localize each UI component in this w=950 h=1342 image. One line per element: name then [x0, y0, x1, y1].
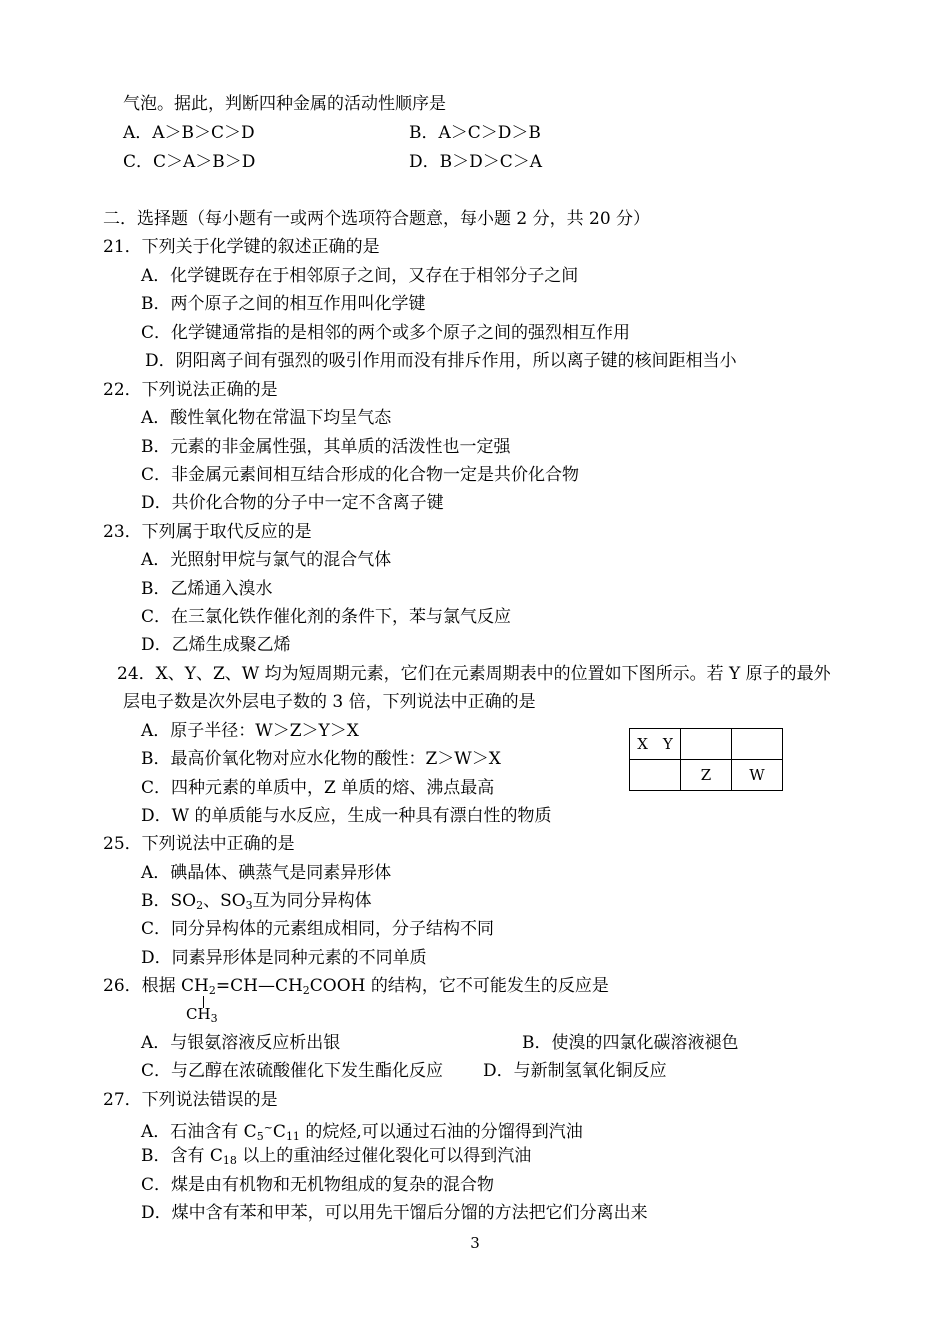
q26-text: COOH 的结构，它不可能发生的反应是	[309, 976, 609, 996]
page-number: 3	[470, 1234, 480, 1252]
q22-stem: 22．下列说法正确的是	[103, 380, 278, 400]
q20-option-d: D．B＞D＞C＞A	[409, 152, 543, 172]
q26-option-a: A．与银氨溶液反应析出银	[141, 1033, 341, 1053]
q27-a-text: C	[272, 1122, 286, 1142]
q23-stem: 23．下列属于取代反应的是	[103, 522, 312, 542]
q23-option-d: D．乙烯生成聚乙烯	[141, 635, 291, 655]
tilde-mark: ~	[263, 1121, 273, 1134]
q24-stem-line2: 层电子数是次外层电子数的 3 倍，下列说法中正确的是	[123, 692, 536, 712]
q25-option-d: D．同素异形体是同种元素的不同单质	[141, 948, 427, 968]
q21-option-c: C．化学键通常指的是相邻的两个或多个原子之间的强烈相互作用	[141, 323, 631, 343]
q22-option-a: A．酸性氧化物在常温下均呈气态	[141, 408, 392, 428]
q25-option-a: A．碘晶体、碘蒸气是同素异形体	[141, 863, 392, 883]
q26-text: =CH—CH	[215, 976, 303, 996]
cell-empty	[732, 729, 783, 760]
cell-xy: X Y	[630, 729, 681, 760]
q25-stem: 25．下列说法中正确的是	[103, 834, 295, 854]
subscript: 2	[302, 984, 310, 997]
subscript: 18	[222, 1154, 237, 1167]
q25-option-b	[141, 890, 372, 917]
q26-option-c: C．与乙醇在浓硫酸催化下发生酯化反应	[141, 1061, 444, 1081]
q26-text: 26．根据 CH	[103, 976, 209, 996]
subscript: 3	[245, 899, 253, 912]
subscript: 2	[208, 984, 216, 997]
q22-option-b: B．元素的非金属性强，其单质的活泼性也一定强	[141, 437, 511, 457]
subscript: 11	[285, 1130, 300, 1143]
cell-empty	[630, 760, 681, 791]
q20-option-c: C．C＞A＞B＞D	[123, 152, 256, 172]
q27-option-b	[141, 1145, 531, 1172]
q26-option-d: D．与新制氢氧化铜反应	[483, 1061, 667, 1081]
q27-b-text: B．含有 C	[141, 1146, 223, 1166]
q27-option-c: C．煤是由有机物和无机物组成的复杂的混合物	[141, 1175, 495, 1195]
q24-stem-line1: 24．X、Y、Z、W 均为短周期元素，它们在元素周期表中的位置如下图所示。若 Y 原子的最外	[117, 664, 831, 684]
q26-option-b: B．使溴的四氯化碳溶液褪色	[522, 1033, 739, 1053]
q27-stem: 27．下列说法错误的是	[103, 1090, 278, 1110]
q26-stem	[103, 975, 609, 1002]
q21-option-b: B．两个原子之间的相互作用叫化学键	[141, 294, 426, 314]
q21-option-a: A．化学键既存在于相邻原子之间，又存在于相邻分子之间	[141, 266, 579, 286]
q21-option-d: D．阴阳离子间有强烈的吸引作用而没有排斥作用，所以离子键的核间距相当小	[145, 351, 737, 371]
q24-option-d: D．W 的单质能与水反应，生成一种具有漂白性的物质	[141, 806, 552, 826]
q26-branch-text: CH	[186, 1005, 211, 1023]
q25-option-c: C．同分异构体的元素组成相同，分子结构不同	[141, 919, 495, 939]
q25-b-text: B．SO	[141, 891, 197, 911]
cell-empty	[681, 729, 732, 760]
cell-z: Z	[681, 760, 732, 791]
q27-option-a	[141, 1117, 583, 1148]
q24-option-b: B．最高价氧化物对应水化物的酸性：Z＞W＞X	[141, 749, 501, 769]
q23-option-b: B．乙烯通入溴水	[141, 579, 273, 599]
q21-stem: 21．下列关于化学键的叙述正确的是	[103, 237, 380, 257]
q22-option-c: C．非金属元素间相互结合形成的化合物一定是共价化合物	[141, 465, 580, 485]
q20-stem-tail: 气泡。据此，判断四种金属的活动性顺序是	[123, 94, 446, 114]
q24-option-c: C．四种元素的单质中，Z 单质的熔、沸点最高	[141, 778, 495, 798]
q27-option-d: D．煤中含有苯和甲苯，可以用先干馏后分馏的方法把它们分离出来	[141, 1203, 648, 1223]
q23-option-c: C．在三氯化铁作催化剂的条件下，苯与氯气反应	[141, 607, 512, 627]
subscript: 3	[210, 1012, 218, 1025]
q27-a-text: A．石油含有 C	[141, 1122, 257, 1142]
section-title: 二．选择题（每小题有一或两个选项符合题意，每小题 2 分，共 20 分）	[103, 209, 651, 229]
cell-w: W	[732, 760, 783, 791]
q24-option-a: A．原子半径：W＞Z＞Y＞X	[141, 721, 359, 741]
q27-b-text: 以上的重油经过催化裂化可以得到汽油	[236, 1146, 532, 1166]
subscript: 2	[196, 899, 204, 912]
q23-option-a: A．光照射甲烷与氯气的混合气体	[141, 550, 392, 570]
q25-b-text: 互为同分异构体	[252, 891, 372, 911]
q26-methyl-branch	[186, 1003, 218, 1030]
q25-b-text: 、SO	[203, 891, 246, 911]
periodic-position-table	[629, 728, 783, 791]
q27-a-text: 的烷烃,可以通过石油的分馏得到汽油	[299, 1122, 583, 1142]
q20-option-a: A．A＞B＞C＞D	[123, 123, 255, 143]
subscript: 5	[256, 1130, 264, 1143]
q22-option-d: D．共价化合物的分子中一定不含离子键	[141, 493, 444, 513]
q20-option-b: B．A＞C＞D＞B	[409, 123, 541, 143]
